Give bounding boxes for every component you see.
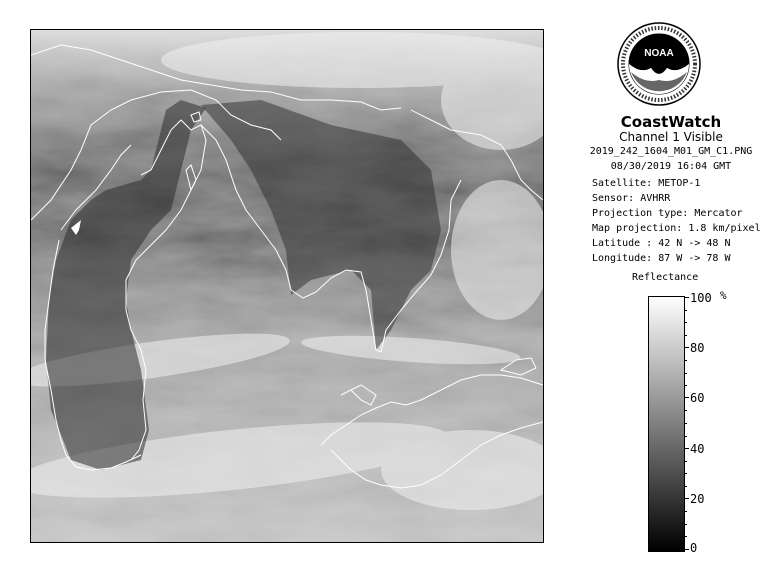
meta-value: METOP-1 — [658, 178, 701, 189]
satellite-image — [30, 29, 544, 543]
legend-tick-label: 20 — [690, 492, 705, 506]
legend-tick — [684, 347, 689, 348]
reflectance-colorbar — [648, 296, 685, 552]
meta-value: Mercator — [694, 208, 743, 219]
legend-minor-tick — [684, 360, 687, 361]
legend-tick-label: 40 — [690, 442, 705, 456]
legend-title: Reflectance — [632, 272, 699, 283]
meta-longitude — [592, 252, 731, 266]
legend-minor-tick — [684, 335, 687, 336]
meta-value: 42 N -> 48 N — [658, 238, 731, 249]
legend-minor-tick — [684, 410, 687, 411]
satellite-image-svg — [31, 30, 543, 542]
meta-value: AVHRR — [640, 193, 671, 204]
legend-minor-tick — [684, 423, 687, 424]
legend-tick-label: 60 — [690, 391, 705, 405]
datetime-label: 08/30/2019 16:04 GMT — [610, 161, 732, 172]
legend-tick-label: 80 — [690, 341, 705, 355]
channel-subtitle: Channel 1 Visible — [619, 130, 723, 144]
legend-tick — [684, 397, 689, 398]
meta-value: 87 W -> 78 W — [658, 253, 731, 264]
legend-tick-label: 100 — [690, 291, 712, 305]
legend-minor-tick — [684, 385, 687, 386]
legend-minor-tick — [684, 536, 687, 537]
legend-minor-tick — [684, 310, 687, 311]
legend-tick-label: 0 — [690, 541, 698, 555]
legend-minor-tick — [684, 511, 687, 512]
meta-sensor — [592, 192, 670, 206]
meta-label: Projection type: — [592, 208, 689, 219]
legend-minor-tick — [684, 322, 687, 323]
meta-label: Map projection: — [592, 223, 683, 234]
meta-map-projection — [592, 222, 761, 236]
meta-value: 1.8 km/pixel — [688, 223, 761, 234]
legend-tick — [684, 549, 689, 550]
meta-label: Longitude: — [592, 253, 653, 264]
legend-minor-tick — [684, 461, 687, 462]
meta-satellite — [592, 177, 700, 191]
legend-minor-tick — [684, 436, 687, 437]
filename-label: 2019_242_1604_M01_GM_C1.PNG — [589, 146, 753, 157]
meta-latitude — [592, 237, 731, 251]
meta-label: Sensor: — [592, 193, 635, 204]
noaa-logo — [617, 22, 701, 106]
legend-minor-tick — [684, 486, 687, 487]
noaa-seal-icon — [617, 22, 701, 106]
legend-minor-tick — [684, 473, 687, 474]
brand-title: CoastWatch — [620, 113, 722, 131]
meta-projection-type — [592, 207, 743, 221]
legend-unit: % — [720, 289, 727, 302]
legend-tick — [684, 448, 689, 449]
meta-label: Latitude : — [592, 238, 653, 249]
legend-minor-tick — [684, 524, 687, 525]
legend-tick — [684, 297, 689, 298]
legend-minor-tick — [684, 373, 687, 374]
legend-tick — [684, 498, 689, 499]
meta-label: Satellite: — [592, 178, 653, 189]
logo-center-text: NOAA — [644, 48, 674, 59]
